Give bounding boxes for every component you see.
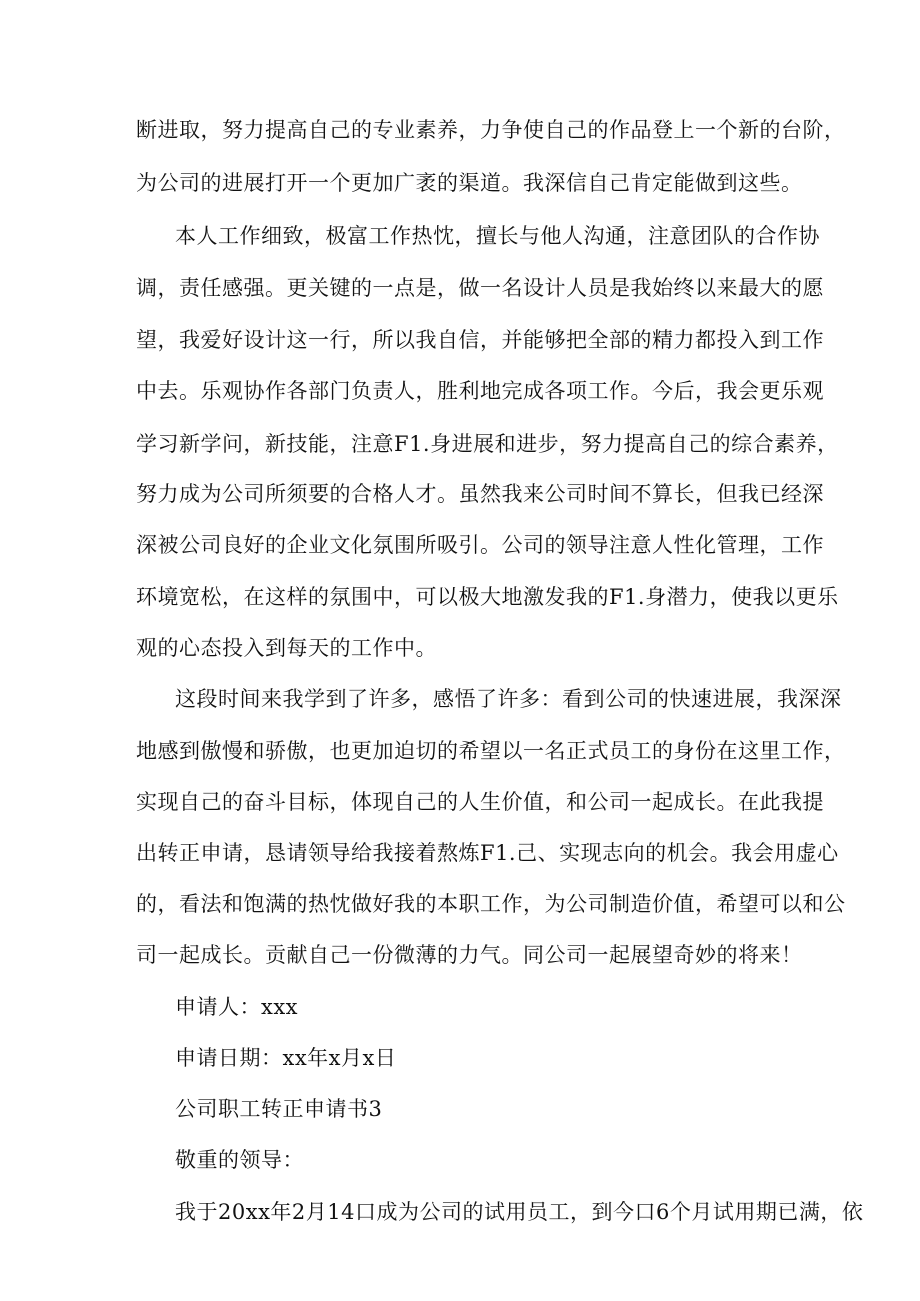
text-line: 环境宽松，在这样的氛围中，可以极大地激发我的F1.身潜力，使我以更乐 <box>136 585 839 609</box>
text-line: 我于20xx年2月14口成为公司的试用员工，到今口6个月试用期已满，依 <box>175 1200 864 1224</box>
text-line: 本人工作细致，极富工作热忱，擅长与他人沟通，注意团队的合作协 <box>175 224 820 248</box>
text-line: 观的心态投入到每天的工作中。 <box>136 636 437 660</box>
text-line: 调，责任感强。更关键的一点是，做一名设计人员是我始终以来最大的愿 <box>136 276 824 300</box>
text-line: 深被公司良好的企业文化氛围所吸引。公司的领导注意人性化管理，工作 <box>136 533 824 557</box>
text-line: 断进取，努力提高自己的专业素养，力争使自己的作品登上一个新的台阶， <box>136 118 846 142</box>
text-line: 学习新学问，新技能，注意F1.身进展和进步，努力提高自己的综合素养， <box>136 432 839 456</box>
section-title: 公司职工转正申请书3 <box>175 1097 383 1121</box>
text-line: 地感到傲慢和骄傲，也更加迫切的希望以一名正式员工的身份在这里工作， <box>136 739 846 763</box>
text-line: 司一起成长。贡献自己一份微薄的力气。同公司一起展望奇妙的将来！ <box>136 943 803 967</box>
text-line: 实现自己的奋斗目标，体现自己的人生价值，和公司一起成长。在此我提 <box>136 790 824 814</box>
date-line: 申请日期：xx年x月x日 <box>175 1046 397 1070</box>
text-line: 的，看法和饱满的热忱做好我的本职工作，为公司制造价值，希望可以和公 <box>136 892 846 916</box>
text-line: 望，我爱好设计这一行，所以我自信，并能够把全部的精力都投入到工作 <box>136 328 824 352</box>
greeting-line: 敬重的领导： <box>175 1148 304 1172</box>
text-line: 这段时间来我学到了许多，感悟了许多：看到公司的快速进展，我深深 <box>175 687 842 711</box>
text-line: 出转正申请，恳请领导给我接着熬炼F1.己、实现志向的机会。我会用虚心 <box>136 841 839 865</box>
text-line: 为公司的进展打开一个更加广袤的渠道。我深信自己肯定能做到这些。 <box>136 171 803 195</box>
text-line: 中去。乐观协作各部门负责人，胜利地完成各项工作。今后，我会更乐观 <box>136 379 824 403</box>
applicant-line: 申请人：xxx <box>175 995 299 1019</box>
text-line: 努力成为公司所须要的合格人才。虽然我来公司时间不算长，但我已经深 <box>136 482 824 506</box>
